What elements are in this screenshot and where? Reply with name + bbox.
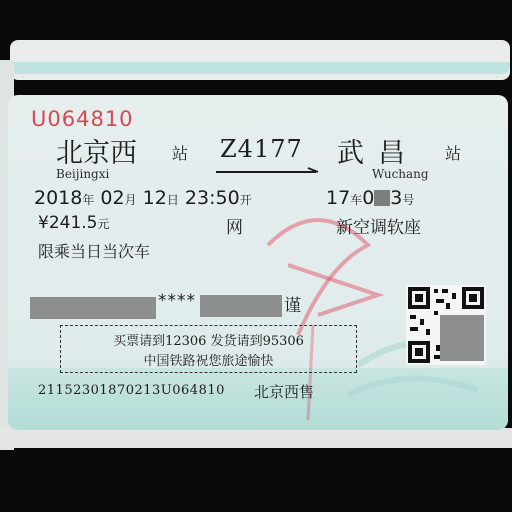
price-value: ¥241.5	[38, 213, 98, 233]
date-month: 02	[100, 187, 125, 209]
train-number: Z4177	[220, 135, 303, 163]
id-number-redaction	[30, 297, 156, 319]
seat-suffix: 3	[390, 187, 403, 209]
direction-arrow-icon	[216, 167, 320, 177]
ticket-serial-number: U064810	[31, 107, 134, 131]
date-month-unit: 月	[124, 193, 137, 207]
seat-prefix: 0	[362, 187, 375, 209]
car-unit: 车	[350, 193, 363, 207]
departure-station: 北京西	[56, 138, 137, 169]
seat-unit: 号	[402, 193, 415, 207]
qr-code-icon	[406, 285, 486, 365]
arrival-station-suffix: 站	[445, 144, 462, 163]
departure-time: 23:50	[184, 187, 240, 209]
sale-office: 北京西售	[254, 383, 315, 401]
arrival-station-pinyin: Wuchang	[372, 167, 429, 181]
seat-class: 新空调软座	[336, 218, 421, 238]
departure-date	[34, 187, 252, 209]
date-day: 12	[142, 187, 167, 209]
departure-time-suffix: 开	[239, 193, 252, 207]
background-ticket-top	[10, 40, 510, 80]
seat-redaction	[374, 190, 390, 206]
background-ticket-teal-edge	[10, 62, 510, 74]
passenger-id-masked: ****	[158, 291, 196, 311]
ticket-code: 21152301870213U064810	[38, 383, 225, 398]
date-year-unit: 年	[82, 193, 95, 207]
departure-station-pinyin: Beijingxi	[56, 167, 110, 181]
seat-info	[326, 187, 414, 209]
passenger-name-redaction	[200, 295, 282, 317]
price-unit: 元	[97, 217, 110, 231]
ticket-restriction: 限乘当日当次车	[38, 242, 151, 261]
train-ticket	[8, 95, 508, 430]
arrival-station: 武昌	[337, 138, 419, 169]
car-number: 17	[326, 187, 351, 209]
ticket-notice-box	[60, 325, 357, 373]
background-ticket-bottom	[0, 428, 512, 448]
notice-line-2: 中国铁路祝您旅途愉快	[143, 354, 274, 369]
date-day-unit: 日	[166, 193, 179, 207]
departure-station-suffix: 站	[172, 144, 189, 163]
passenger-name-last-char: 谨	[284, 296, 302, 316]
notice-line-1: 买票请到12306 发货请到95306	[113, 334, 304, 349]
sale-channel: 网	[226, 218, 243, 238]
date-year: 2018	[34, 187, 83, 209]
ticket-price	[38, 213, 110, 233]
